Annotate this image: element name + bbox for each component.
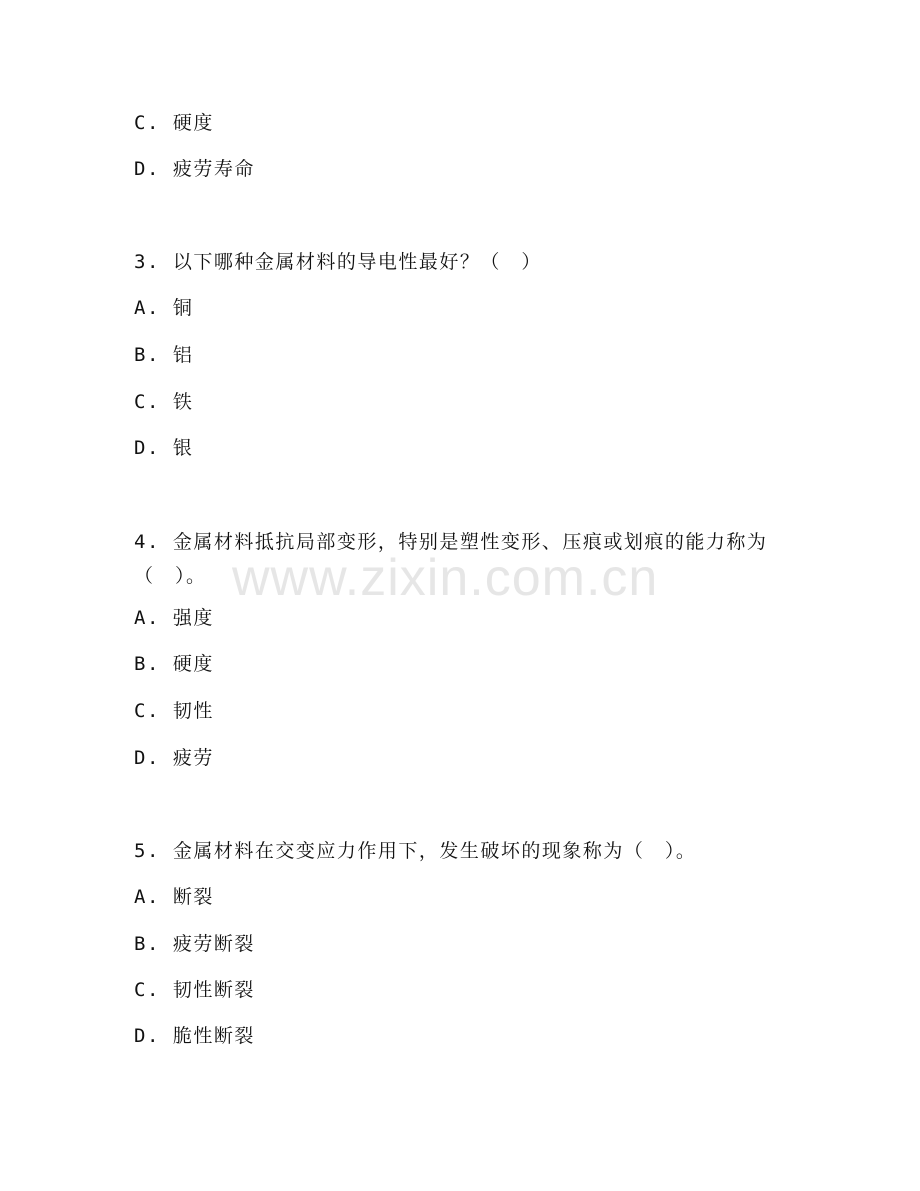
q4-stem: 4. 金属材料抵抗局部变形，特别是塑性变形、压痕或划痕的能力称为（ ）。 xyxy=(134,531,768,587)
q5-option-b: B. 疲劳断裂 xyxy=(134,933,255,955)
watermark: www.zixin.com.cn xyxy=(232,549,659,607)
q2-option-d: D. 疲劳寿命 xyxy=(134,158,255,180)
q5-option-d: D. 脆性断裂 xyxy=(134,1025,255,1047)
q3-option-c: C. 铁 xyxy=(134,391,194,413)
q5-option-a: A. 断裂 xyxy=(134,886,214,908)
q5-option-c: C. 韧性断裂 xyxy=(134,979,255,1001)
q3-option-d: D. 银 xyxy=(134,437,194,459)
q4-option-c: C. 韧性 xyxy=(134,700,214,722)
q4-option-d: D. 疲劳 xyxy=(134,747,214,769)
q4-option-b: B. 硬度 xyxy=(134,653,214,675)
q4-option-a: A. 强度 xyxy=(134,607,214,629)
q3-option-b: B. 铝 xyxy=(134,344,194,366)
q5-stem: 5. 金属材料在交变应力作用下，发生破坏的现象称为（ ）。 xyxy=(134,840,697,862)
q3-option-a: A. 铜 xyxy=(134,297,194,319)
q2-option-c: C. 硬度 xyxy=(134,112,214,134)
q3-stem: 3. 以下哪种金属材料的导电性最好？（ ） xyxy=(134,251,542,273)
